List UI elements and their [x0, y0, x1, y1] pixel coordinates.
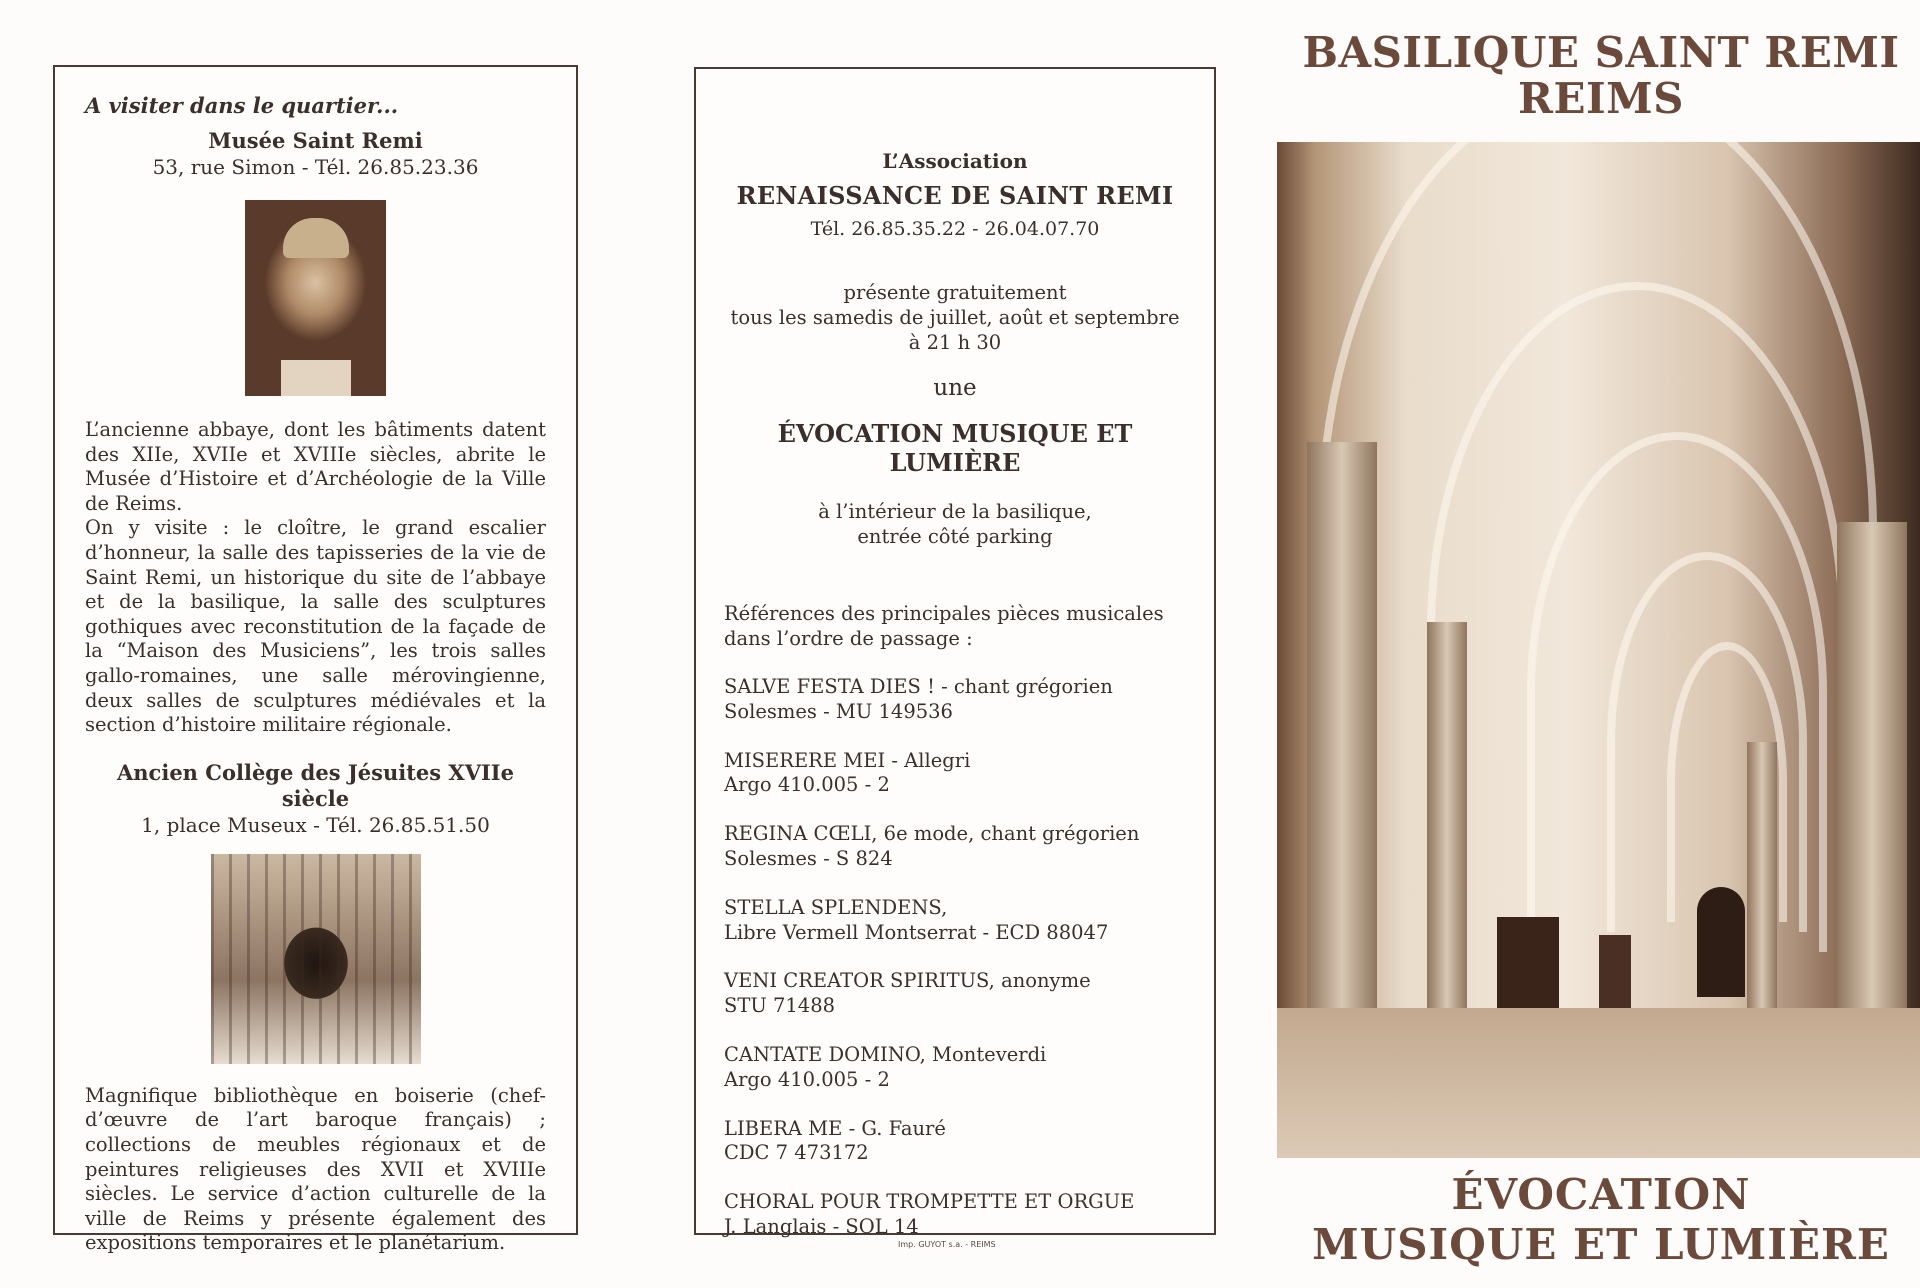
references-intro: Références des principales pièces musicales dans l’ordre de passage : [724, 602, 1164, 650]
list-item [724, 675, 1186, 725]
piece-ref: CDC 7 473172 [724, 1141, 869, 1165]
piece-ref: J. Langlais - SOL 14 [724, 1214, 919, 1238]
pieces-list [724, 675, 1186, 1240]
cover-title [1276, 30, 1920, 122]
organization-name: RENAISSANCE DE SAINT REMI [736, 181, 1174, 210]
association-label: L’Association [882, 149, 1028, 173]
piece-title: CANTATE DOMINO, Monteverdi [724, 1042, 1047, 1066]
cover-subtitle-line-2: MUSIQUE ET LUMIÈRE [1312, 1220, 1890, 1269]
list-item [724, 822, 1186, 872]
museum-name: Musée Saint Remi [208, 128, 423, 153]
piece-title: LIBERA ME - G. Fauré [724, 1116, 946, 1140]
presents-line-2: tous les samedis de juillet, août et septembre [730, 306, 1180, 329]
piece-title: VENI CREATOR SPIRITUS, anonyme [724, 969, 1091, 993]
event-title: ÉVOCATION MUSIQUE ET LUMIÈRE [777, 419, 1133, 477]
piece-ref: Solesmes - MU 149536 [724, 699, 953, 723]
cover-title-line-1: BASILIQUE SAINT REMI [1302, 28, 1900, 77]
list-item [724, 969, 1186, 1019]
museum-description-2: On y visite : le cloître, le grand escalier d’honneur, la salle des tapisseries de la vie de Saint Remi, un historique du site de l’abbaye et de la basilique, la salle des sculptures gothiques avec reconstitution de la façade de la “Maison des Musiciens”, les trois salles gallo-romaines, une salle mérovingienne, deux salles de sculptures médiévales et la section d’histoire militaire régionale. [85, 516, 546, 737]
museum-description-1: L’ancienne abbaye, dont les bâtiments datent des XIIe, XVIIe et XVIIIe siècles, abrite le Musée d’Histoire et d’Archéologie de la Ville de Reims. [85, 418, 546, 515]
presents-line-1: présente gratuitement [843, 281, 1067, 304]
presents-line-3: à 21 h 30 [908, 331, 1002, 354]
location-text [724, 499, 1186, 549]
list-item [724, 896, 1186, 946]
location-line-1: à l’intérieur de la basilique, [818, 500, 1092, 523]
list-item [724, 1117, 1186, 1167]
piece-title: STELLA SPLENDENS, [724, 895, 948, 919]
college-name: Ancien Collège des Jésuites XVIIe siècle [117, 759, 514, 811]
piece-title: SALVE FESTA DIES ! - chant grégorien [724, 675, 1113, 698]
presentation-text [724, 280, 1186, 355]
museum-address: 53, rue Simon - Tél. 26.85.23.36 [152, 155, 479, 179]
bust-photo [245, 200, 386, 396]
piece-title: MISERERE MEI - Allegri [724, 748, 971, 772]
library-photo [211, 854, 421, 1064]
list-item [724, 1043, 1186, 1093]
piece-ref: Argo 410.005 - 2 [724, 773, 890, 797]
neighborhood-heading: A visiter dans le quartier... [85, 93, 399, 118]
middle-panel [694, 67, 1216, 1238]
cover-title-line-2: REIMS [1518, 74, 1684, 123]
organization-phone: Tél. 26.85.35.22 - 26.04.07.70 [810, 218, 1100, 240]
printer-credit: Imp. GUYOT s.a. - REIMS [898, 1240, 996, 1249]
piece-title: REGINA CŒLI, 6e mode, chant grégorien [724, 822, 1140, 846]
cover-subtitle [1276, 1170, 1920, 1270]
piece-ref: STU 71488 [724, 994, 836, 1018]
list-item [724, 749, 1186, 799]
piece-ref: Libre Vermell Montserrat - ECD 88047 [724, 920, 1109, 944]
college-address: 1, place Museux - Tél. 26.85.51.50 [141, 812, 490, 837]
location-line-2: entrée côté parking [857, 525, 1053, 548]
college-description: Magnifique bibliothèque en boiserie (chef-d’œuvre de l’art baroque français) ; collections de meubles régionaux et de peintures religieuses des XVII et XVIIIe siècles. Le service d’action culturelle de la ville de Reims y présente également des expositions temporaires et le planétarium. [85, 1083, 546, 1255]
cover-subtitle-line-1: ÉVOCATION [1451, 1170, 1751, 1219]
cloister-photo [1277, 142, 1920, 1158]
une-word: une [933, 375, 977, 401]
piece-title: CHORAL POUR TROMPETTE ET ORGUE [724, 1190, 1135, 1214]
list-item [724, 1190, 1186, 1240]
piece-ref: Argo 410.005 - 2 [724, 1067, 890, 1091]
piece-ref: Solesmes - S 824 [724, 846, 893, 870]
left-panel [53, 65, 578, 1255]
